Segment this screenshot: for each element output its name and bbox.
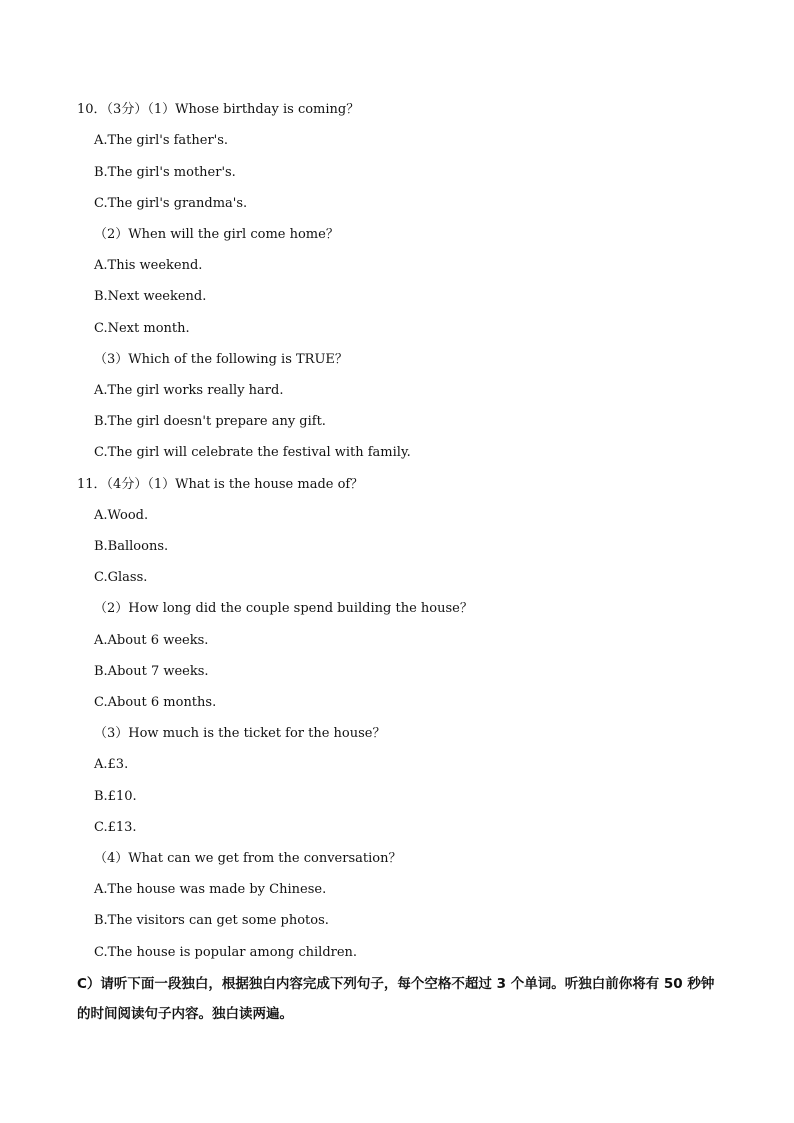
q10-2-question: （2）When will the girl come home？ — [94, 227, 339, 242]
q11-3-option-c: C.£13. — [94, 820, 137, 835]
q10-3-option-b: B.The girl doesn't prepare any gift. — [94, 414, 326, 429]
q10-header: 10．（3分）（1）Whose birthday is coming？ — [77, 102, 360, 117]
q11-3-question: （3）How much is the ticket for the house？ — [94, 726, 386, 741]
q11-4-option-c: C.The house is popular among children. — [94, 945, 358, 960]
q11-2-question: （2）How long did the couple spend building the house？ — [94, 601, 473, 616]
q11-1-option-b: B.Balloons. — [94, 539, 169, 554]
section-c-instruction-line2: 的时间阅读句子内容。独白读两遍。 — [77, 1006, 293, 1022]
q10-1-option-b: B.The girl's mother's. — [94, 165, 236, 180]
q11-2-option-c: C.About 6 months. — [94, 695, 217, 710]
q10-2-option-a: A.This weekend. — [94, 258, 203, 273]
q11-1-option-a: A.Wood. — [94, 508, 149, 523]
q10-3-question: （3）Which of the following is TRUE？ — [94, 352, 348, 367]
q10-3-option-c: C.The girl will celebrate the festival with family. — [94, 445, 411, 460]
q10-2-option-c: C.Next month. — [94, 321, 190, 336]
q11-3-option-b: B.£10. — [94, 789, 137, 804]
q11-4-question: （4）What can we get from the conversation？ — [94, 851, 402, 866]
q10-2-option-b: B.Next weekend. — [94, 289, 207, 304]
q10-3-option-a: A.The girl works really hard. — [94, 383, 284, 398]
q11-2-option-a: A.About 6 weeks. — [94, 633, 209, 648]
q11-4-option-b: B.The visitors can get some photos. — [94, 913, 329, 928]
q11-4-option-a: A.The house was made by Chinese. — [94, 882, 327, 897]
q10-1-option-a: A.The girl's father's. — [94, 133, 229, 148]
q11-2-option-b: B.About 7 weeks. — [94, 664, 209, 679]
q10-1-option-c: C.The girl's grandma's. — [94, 196, 248, 211]
q11-header: 11．（4分）（1）What is the house made of？ — [77, 477, 364, 492]
q11-3-option-a: A.£3. — [94, 757, 129, 772]
section-c-instruction-line1: C）请听下面一段独白，根据独白内容完成下列句子，每个空格不超过 3 个单词。听独白前你将有 50 秒钟 — [77, 976, 715, 992]
q11-1-option-c: C.Glass. — [94, 570, 148, 585]
